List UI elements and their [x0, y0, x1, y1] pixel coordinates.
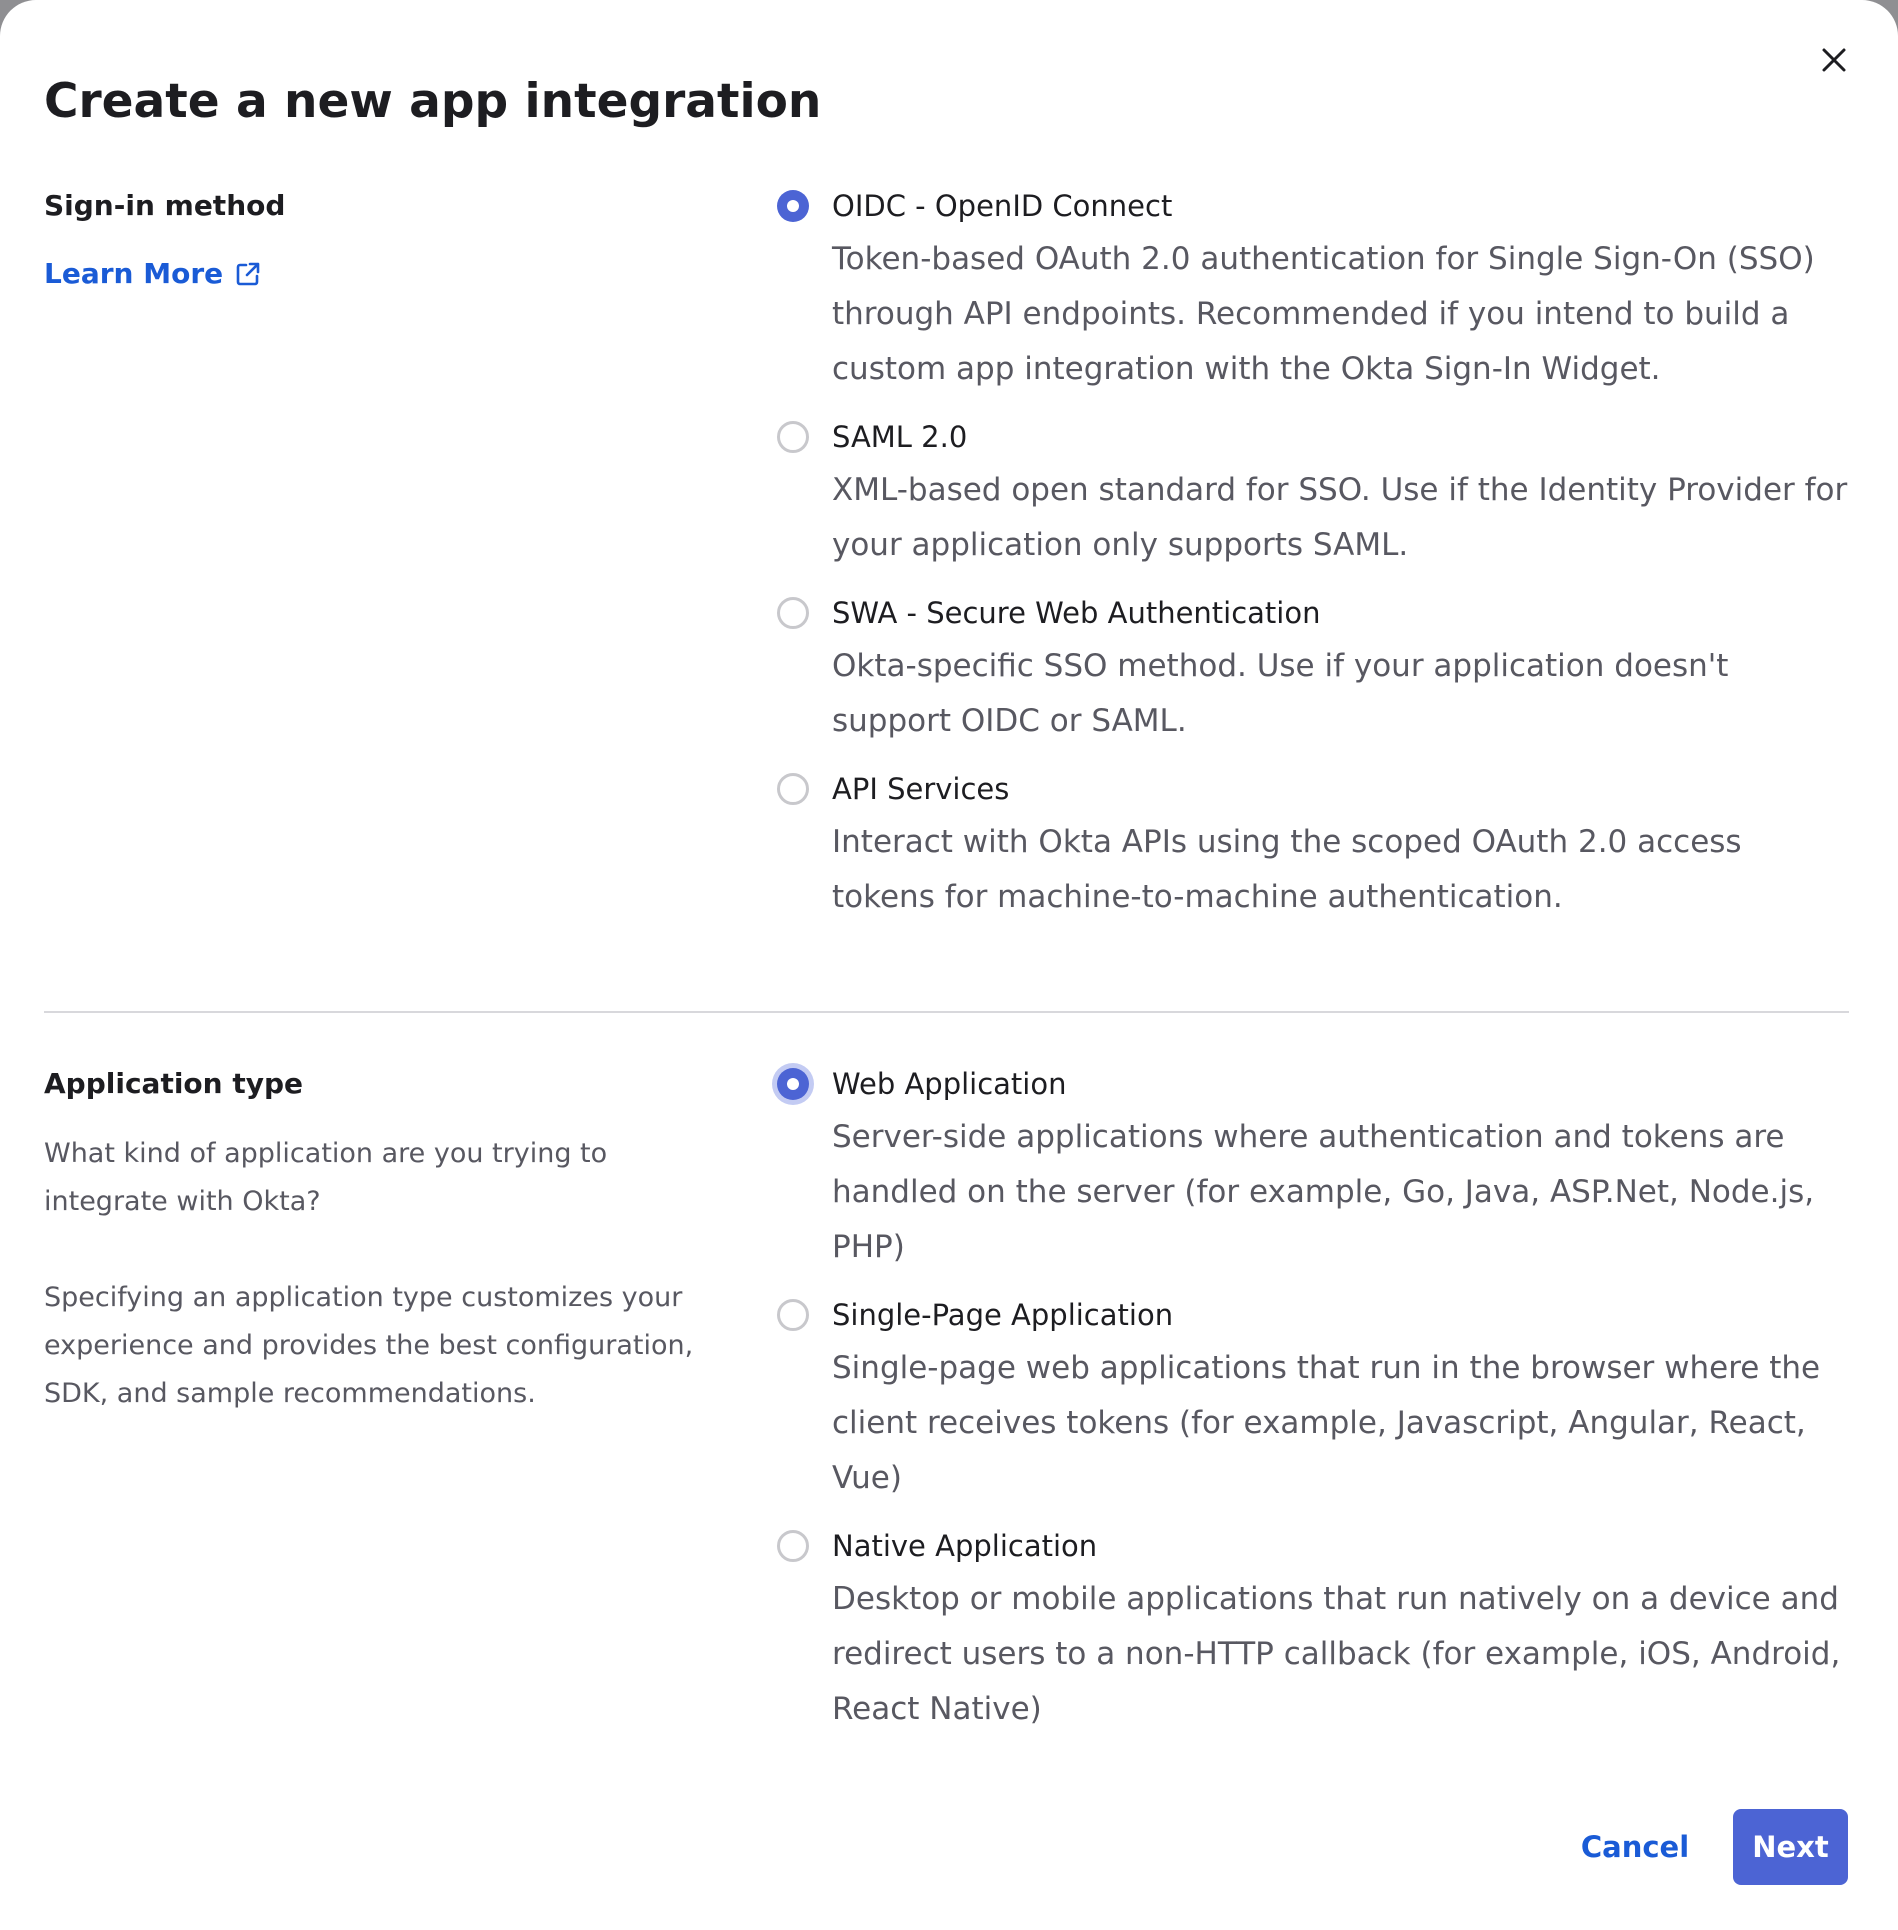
external-link-icon [235, 261, 261, 287]
learn-more-label: Learn More [44, 257, 224, 290]
option-description: Interact with Okta APIs using the scoped OAuth 2.0 access tokens for machine-to-machine authentication. [832, 824, 1742, 915]
learn-more-link[interactable] [44, 256, 261, 292]
close-icon [1821, 47, 1847, 73]
application-type-options [774, 1058, 1849, 1737]
option-description: Desktop or mobile applications that run natively on a device and redirect users to a non-HTTP callback (for example, iOS, Android, React Native) [832, 1581, 1841, 1727]
radio-saml[interactable] [777, 421, 809, 453]
option-native-application[interactable] [774, 1520, 1849, 1737]
option-label: OIDC - OpenID Connect [832, 189, 1173, 223]
dialog-title: Create a new app integration [44, 74, 822, 129]
option-web-application[interactable] [774, 1058, 1849, 1275]
section-divider [44, 1011, 1849, 1013]
radio-api-services[interactable] [777, 773, 809, 805]
option-description: Okta-specific SSO method. Use if your application doesn't support OIDC or SAML. [832, 648, 1729, 739]
option-description: Single-page web applications that run in the browser where the client receives tokens (for example, Javascript, Angular, React, Vue) [832, 1350, 1821, 1496]
close-button[interactable] [1812, 38, 1856, 82]
application-type-label: Application type [44, 1067, 304, 1100]
sign-in-method-options [774, 180, 1849, 925]
option-label: Native Application [832, 1529, 1098, 1563]
sign-in-method-label: Sign-in method [44, 189, 286, 222]
option-description: Server-side applications where authentication and tokens are handled on the server (for example, Go, Java, ASP.Net, Node.js, PHP) [832, 1119, 1815, 1265]
option-label: API Services [832, 772, 1010, 806]
option-swa[interactable] [774, 587, 1849, 749]
option-saml[interactable] [774, 411, 1849, 573]
option-label: SAML 2.0 [832, 420, 968, 454]
radio-oidc[interactable] [777, 190, 809, 222]
application-type-help: Specifying an application type customizes your experience and provides the best configuration, SDK, and sample recommendations. [44, 1282, 694, 1409]
option-label: Single-Page Application [832, 1298, 1174, 1332]
radio-native-application[interactable] [777, 1530, 809, 1562]
option-label: Web Application [832, 1067, 1067, 1101]
option-oidc[interactable] [774, 180, 1849, 397]
next-button[interactable]: Next [1733, 1809, 1848, 1885]
radio-swa[interactable] [777, 597, 809, 629]
option-label: SWA - Secure Web Authentication [832, 596, 1321, 630]
cancel-button[interactable]: Cancel [1572, 1809, 1698, 1885]
option-description: Token-based OAuth 2.0 authentication for Single Sign-On (SSO) through API endpoints. Recommended if you intend to build a custom app integration with the Okta Sign-In Widget. [832, 241, 1815, 387]
radio-web-application[interactable] [777, 1068, 809, 1100]
option-api-services[interactable] [774, 763, 1849, 925]
option-description: XML-based open standard for SSO. Use if the Identity Provider for your application only supports SAML. [832, 472, 1848, 563]
radio-single-page-application[interactable] [777, 1299, 809, 1331]
application-type-question: What kind of application are you trying to integrate with Okta? [44, 1138, 608, 1217]
option-single-page-application[interactable] [774, 1289, 1849, 1506]
